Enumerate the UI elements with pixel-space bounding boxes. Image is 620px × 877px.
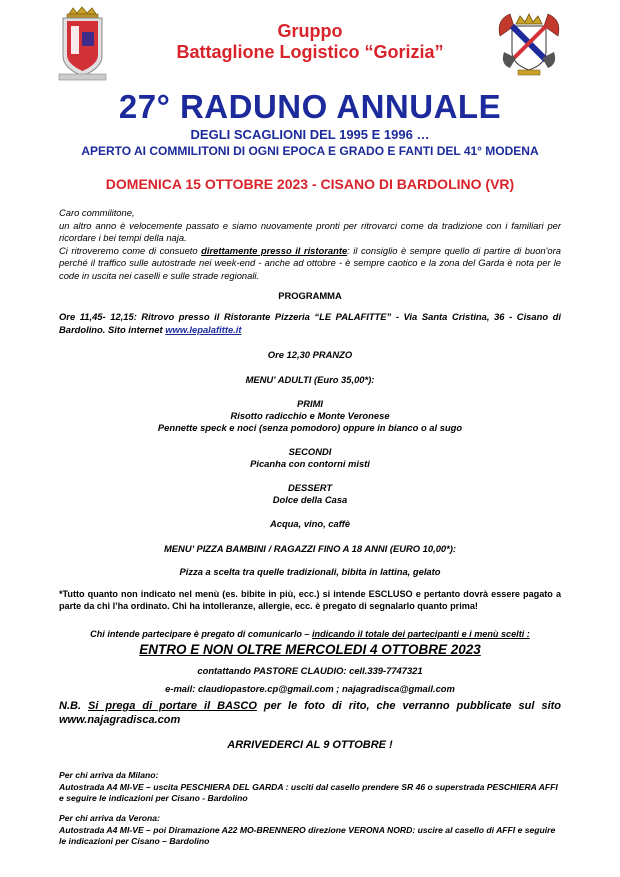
adult-menu-heading: MENU’ ADULTI (Euro 35,00*): — [245, 374, 375, 385]
battalion-name: Battaglione Logistico “Gorizia” — [176, 42, 444, 62]
contact-phone: contattando PASTORE CLAUDIO: cell.339-7747321 — [197, 665, 423, 676]
directions-heading: Per chi arriva da Verona: — [59, 813, 160, 823]
group-label: Gruppo — [277, 21, 343, 41]
secondi-heading: SECONDI — [288, 446, 332, 457]
directions-verona — [59, 813, 561, 848]
greeting: Caro commilitone, — [59, 207, 135, 218]
intro-paragraph: un altro anno è velocemente passato e siamo nuovamente pronti per ritrovarci come da tradizione con i familiari per ricordare i bei tempi della naja. — [59, 219, 561, 244]
directions-text: Autostrada A4 MI-VE – uscita PESCHIERA DEL GARDA : usciti dal casello prendere SR 46 o superstrada PESCHIERA AFFI e seguire le indicazioni per Cisano - Bardolino — [59, 781, 558, 804]
drinks: Acqua, vino, caffè — [269, 518, 351, 529]
dessert-heading: DESSERT — [287, 482, 333, 493]
lunch-time: Ore 12,30 PRANZO — [267, 349, 353, 360]
meeting-place-emphasis: direttamente presso il ristorante — [201, 244, 348, 256]
directions-heading: Per chi arriva da Milano: — [59, 770, 159, 780]
menu-footnote: *Tutto quanto non indicato nel menù (es. bibite in più, ecc.) si intende ESCLUSO e pertanto dovrà essere pagato a parte da chi l’ha ordinato. Chi ha intolleranze, allergie, ecc. è pregato di segnalarlo quanto prima! — [59, 589, 561, 612]
program-heading: PROGRAMMA — [278, 290, 342, 301]
event-title: 27° RADUNO ANNUALE — [118, 88, 502, 125]
primi-item: Pennette speck e noci (senza pomodoro) oppure in bianco o al sugo — [157, 422, 463, 433]
closing-greeting: ARRIVEDERCI AL 9 OTTOBRE ! — [227, 739, 393, 751]
primi-heading: PRIMI — [296, 398, 324, 409]
primi-item: Risotto radicchio e Monte Veronese — [230, 410, 390, 421]
directions-milano — [59, 770, 561, 805]
directions-text: Autostrada A4 MI-VE – poi Diramazione A22 MO-BRENNERO direzione VERONA NORD: uscire al casello di AFFI e seguire le indicazioni per Cisano – Bardolino — [59, 824, 556, 847]
dessert-item: Dolce della Casa — [272, 494, 348, 505]
registration-deadline: ENTRO E NON OLTRE MERCOLEDI 4 OTTOBRE 2023 — [139, 642, 481, 657]
event-date-place: DOMENICA 15 OTTOBRE 2023 - CISANO DI BARDOLINO (VR) — [105, 176, 515, 192]
event-audience: APERTO AI COMMILITONI DI OGNI EPOCA E GRADO E FANTI DEL 41° MODENA — [81, 144, 539, 158]
meeting-info: Ore 11,45- 12,15: Ritrovo presso il Ristorante Pizzeria “LE PALAFITTE” - Via Santa Cristina, 36 - Cisano di Bardolino. Sito internet www.lepalafitte.it — [59, 311, 561, 335]
secondi-item: Picanha con contorni misti — [250, 458, 370, 469]
beret-note: N.B. Si prega di portare il BASCO per le foto di rito, che verranno pubblicate sul sito www.najagradisca.com — [59, 700, 562, 726]
contact-email: e-mail: claudiopastore.cp@gmail.com ; najagradisca@gmail.com — [165, 683, 455, 694]
meeting-paragraph: Ci ritroveremo come di consueto direttamente presso il ristorante: il consiglio è sempre quello di partire di buon'ora perché il traffico sulle autostrade nei week-end - anche ad ottobre - è sempre caotico e la zona del Garda è nota per le code in uscita nei caselli e sulle strade regionali. — [59, 244, 561, 281]
intro-text — [59, 207, 561, 283]
restaurant-website-link[interactable]: www.lepalafitte.it — [165, 323, 242, 335]
kids-menu-heading: MENU’ PIZZA BAMBINI / RAGAZZI FINO A 18 ANNI (EURO 10,00*): — [163, 543, 457, 554]
participation-request: Chi intende partecipare è pregato di comunicarlo – indicando il totale dei partecipanti e i menù scelti : — [90, 629, 530, 639]
kids-menu-item: Pizza a scelta tra quelle tradizionali, bibita in lattina, gelato — [179, 566, 441, 577]
event-subtitle: DEGLI SCAGLIONI DEL 1995 E 1996 … — [190, 127, 430, 142]
